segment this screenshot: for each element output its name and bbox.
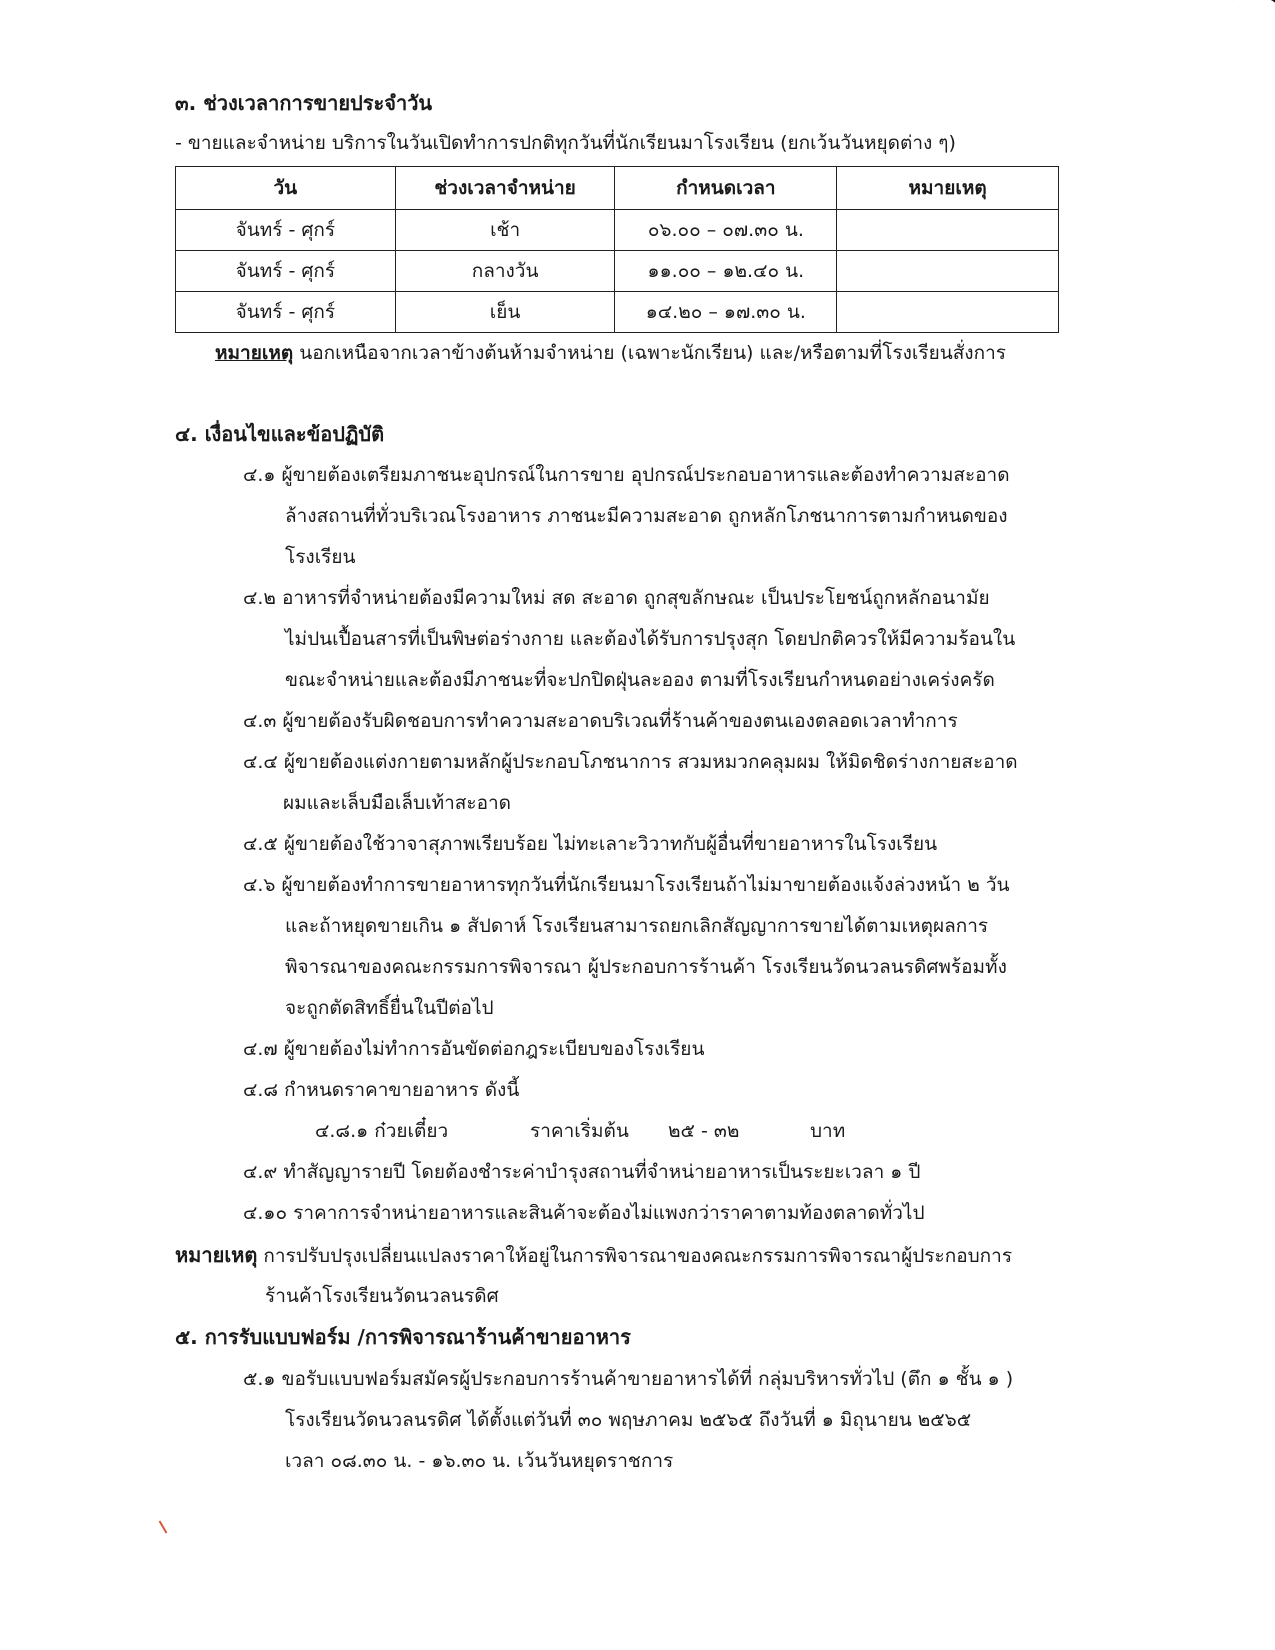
clause-4-1: ๔.๑ ผู้ขายต้องเตรียมภาชนะอุปกรณ์ในการขาย อุปกรณ์ประกอบอาหารและต้องทำความสะอาด (243, 464, 1010, 486)
section3-note (215, 340, 1006, 366)
cell-remark (837, 292, 1059, 333)
header-time: กำหนดเวลา (615, 167, 837, 210)
section3-heading: ๓. ช่วงเวลาการขายประจำวัน (175, 91, 433, 115)
clause-4-1-cont: ล้างสถานที่ทั่วบริเวณโรงอาหาร ภาชนะมีความสะอาด ถูกหลักโภชนาการตามกำหนดของ (285, 505, 1008, 527)
clause-4-6-cont: จะถูกตัดสิทธิ์ยื่นในปีต่อไป (285, 997, 494, 1019)
section4-note-label: หมายเหตุ (175, 1243, 258, 1267)
cell-time: ๑๔.๒๐ – ๑๗.๓๐ น. (615, 292, 837, 333)
clause-4-6-cont: พิจารณาของคณะกรรมการพิจารณา ผู้ประกอบการร้านค้า โรงเรียนวัดนวลนรดิศพร้อมทั้ง (285, 956, 1007, 978)
schedule-table (175, 166, 1059, 333)
clause-4-3: ๔.๓ ผู้ขายต้องรับผิดชอบการทำความสะอาดบริเวณที่ร้านค้าของตนเองตลอดเวลาทำการ (243, 710, 958, 732)
scan-speck (159, 1520, 168, 1533)
cell-time: ๐๖.๐๐ – ๐๗.๓๐ น. (615, 210, 837, 251)
table-row (176, 251, 1059, 292)
cell-period: กลางวัน (395, 251, 615, 292)
cell-remark (837, 210, 1059, 251)
section4-note-cont: ร้านค้าโรงเรียนวัดนวลนรดิศ (265, 1285, 499, 1307)
clause-4-2: ๔.๒ อาหารที่จำหน่ายต้องมีความใหม่ สด สะอาด ถูกสุขลักษณะ เป็นประโยชน์ถูกหลักอนามัย (243, 587, 990, 609)
cell-day: จันทร์ - ศุกร์ (176, 292, 396, 333)
clause-4-5: ๔.๕ ผู้ขายต้องใช้วาจาสุภาพเรียบร้อย ไม่ทะเลาะวิวาทกับผู้อื่นที่ขายอาหารในโรงเรียน (243, 833, 938, 855)
clause-4-4: ๔.๔ ผู้ขายต้องแต่งกายตามหลักผู้ประกอบโภชนาการ สวมหมวกคลุมผม ให้มิดชิดร่างกายสะอาด (243, 751, 1018, 773)
cell-remark (837, 251, 1059, 292)
cell-period: เช้า (395, 210, 615, 251)
header-remark: หมายเหตุ (837, 167, 1059, 210)
clause-4-7: ๔.๗ ผู้ขายต้องไม่ทำการอันขัดต่อกฎระเบียบของโรงเรียน (243, 1038, 705, 1060)
clause-4-6-cont: และถ้าหยุดขายเกิน ๑ สัปดาห์ โรงเรียนสามารถยกเลิกสัญญาการขายได้ตามเหตุผลการ (285, 915, 989, 937)
table-row (176, 210, 1059, 251)
clause-5-1: ๕.๑ ขอรับแบบฟอร์มสมัครผู้ประกอบการร้านค้าขายอาหารได้ที่ กลุ่มบริหารทั่วไป (ตึก ๑ ชั้น ๑ ) (243, 1368, 1014, 1390)
clause-4-9: ๔.๙ ทำสัญญารายปี โดยต้องชำระค่าบำรุงสถานที่จำหน่ายอาหารเป็นระยะเวลา ๑ ปี (243, 1161, 921, 1183)
section5-heading: ๕. การรับแบบฟอร์ม /การพิจารณาร้านค้าขายอาหาร (175, 1325, 631, 1349)
price-range: ๒๕ - ๓๒ (668, 1120, 740, 1142)
clause-4-1-cont: โรงเรียน (285, 546, 356, 568)
cell-period: เย็น (395, 292, 615, 333)
section3-note-label: หมายเหตุ (215, 342, 294, 364)
price-label: ราคาเริ่มต้น (530, 1120, 629, 1142)
section4-note (175, 1242, 1012, 1269)
clause-4-10: ๔.๑๐ ราคาการจำหน่ายอาหารและสินค้าจะต้องไม่แพงกว่าราคาตามท้องตลาดทั่วไป (243, 1202, 925, 1224)
price-unit: บาท (810, 1120, 846, 1142)
section3-note-text: นอกเหนือจากเวลาข้างต้นห้ามจำหน่าย (เฉพาะนักเรียน) และ/หรือตามที่โรงเรียนสั่งการ (293, 342, 1006, 364)
table-row (176, 292, 1059, 333)
cell-time: ๑๑.๐๐ – ๑๒.๔๐ น. (615, 251, 837, 292)
clause-4-4-cont: ผมและเล็บมือเล็บเท้าสะอาด (283, 792, 511, 814)
scan-corner-mark (1232, 0, 1275, 16)
clause-4-2-cont: ไม่ปนเปื้อนสารที่เป็นพิษต่อร่างกาย และต้องได้รับการปรุงสุก โดยปกติควรให้มีความร้อนใน (285, 628, 1016, 650)
clause-4-6: ๔.๖ ผู้ขายต้องทำการขายอาหารทุกวันที่นักเรียนมาโรงเรียนถ้าไม่มาขายต้องแจ้งล่วงหน้า ๒ วัน (243, 874, 1010, 896)
cell-day: จันทร์ - ศุกร์ (176, 251, 396, 292)
clause-5-1-cont: โรงเรียนวัดนวลนรดิศ ได้ตั้งแต่วันที่ ๓๐ พฤษภาคม ๒๕๖๕ ถึงวันที่ ๑ มิถุนายน ๒๕๖๕ (285, 1409, 972, 1431)
clause-5-1-cont: เวลา ๐๘.๓๐ น. - ๑๖.๓๐ น. เว้นวันหยุดราชการ (285, 1450, 674, 1472)
cell-day: จันทร์ - ศุกร์ (176, 210, 396, 251)
table-header-row (176, 167, 1059, 210)
clause-4-8: ๔.๘ กำหนดราคาขายอาหาร ดังนี้ (243, 1079, 520, 1101)
header-day: วัน (176, 167, 396, 210)
clause-4-2-cont: ขณะจำหน่ายและต้องมีภาชนะที่จะปกปิดฝุ่นละออง ตามที่โรงเรียนกำหนดอย่างเคร่งครัด (285, 669, 995, 691)
section3-intro: - ขายและจำหน่าย บริการในวันเปิดทำการปกติทุกวันที่นักเรียนมาโรงเรียน (ยกเว้นวันหยุดต่าง ๆ) (175, 132, 956, 154)
price-item: ๔.๘.๑ ก๋วยเตี๋ยว (315, 1120, 449, 1142)
header-period: ช่วงเวลาจำหน่าย (395, 167, 615, 210)
section4-note-text: การปรับปรุงเปลี่ยนแปลงราคาให้อยู่ในการพิจารณาของคณะกรรมการพิจารณาผู้ประกอบการ (257, 1245, 1013, 1267)
section4-heading: ๔. เงื่อนไขและข้อปฏิบัติ (175, 422, 385, 446)
